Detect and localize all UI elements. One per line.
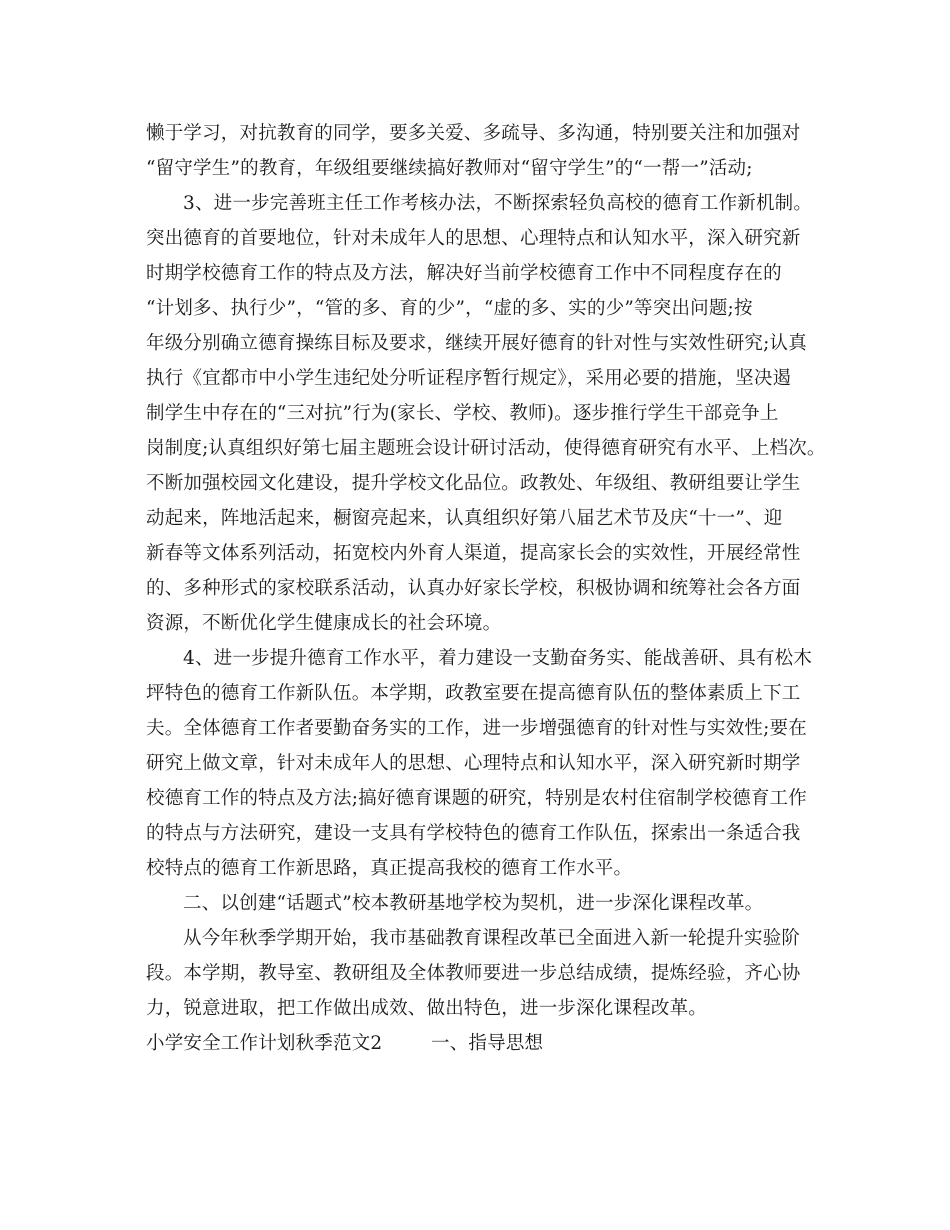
text-line: 力，锐意进取，把工作做出成效、做出特色，进一步深化课程改革。 (146, 998, 708, 1019)
section-heading: 二、以创建“话题式”校本教研基地学校为契机，进一步深化课程改革。 (183, 893, 764, 914)
text-line: 坪特色的德育工作新队伍。本学期，政教室要在提高德育队伍的整体素质上下工 (146, 683, 801, 704)
text-line: “留守学生”的教育，年级组要继续搞好教师对“留守学生”的“一帮一”活动; (146, 158, 753, 179)
text-line: 校特点的德育工作新思路，真正提高我校的德育工作水平。 (146, 858, 633, 879)
text-line: 研究上做文章，针对未成年人的思想、心理特点和认知水平，深入研究新时期学 (146, 753, 801, 774)
footer-spacer (382, 1033, 431, 1054)
text-line: 校德育工作的特点及方法;搞好德育课题的研究，特别是农村住宿制学校德育工作 (146, 788, 807, 809)
text-line: 不断加强校园文化建设，提升学校文化品位。政教处、年级组、教研组要让学生 (146, 473, 801, 494)
text-line: 制学生中存在的“三对抗”行为(家长、学校、教师)。逐步推行学生干部竞争上 (146, 403, 779, 424)
text-line: 夫。全体德育工作者要勤奋务实的工作，进一步增强德育的针对性与实效性;要在 (146, 718, 807, 739)
text-line: 3、进一步完善班主任工作考核办法，不断探索轻负高校的德育工作新机制。 (183, 193, 813, 214)
text-line: 的特点与方法研究，建设一支具有学校特色的德育工作队伍，探索出一条适合我 (146, 823, 801, 844)
text-line: 的、多种形式的家校联系活动，认真办好家长学校，积极协调和统筹社会各方面 (146, 578, 801, 599)
text-line: 执行《宜都市中小学生违纪处分听证程序暂行规定》，采用必要的措施，坚决遏 (146, 368, 792, 389)
text-line: 4、进一步提升德育工作水平，着力建设一支勤奋务实、能战善研、具有松木 (183, 648, 813, 669)
text-line: 段。本学期，教导室、教研组及全体教师要进一步总结成绩，提炼经验，齐心协 (146, 963, 801, 984)
footer-line (146, 1026, 826, 1061)
text-line: 新春等文体系列活动，拓宽校内外育人渠道，提高家长会的实效性，开展经常性 (146, 543, 801, 564)
text-line: 从今年秋季学期开始，我市基础教育课程改革已全面进入新一轮提升实验阶 (183, 928, 801, 949)
text-line: 资源，不断优化学生健康成长的社会环境。 (146, 613, 502, 634)
footer-section: 一、指导思想 (431, 1033, 544, 1054)
text-line: 时期学校德育工作的特点及方法，解决好当前学校德育工作中不同程度存在的 (146, 263, 782, 284)
text-line: “计划多、执行少”，“管的多、育的少”，“虚的多、实的少”等突出问题;按 (146, 298, 753, 319)
text-line: 懒于学习，对抗教育的同学，要多关爱、多疏导、多沟通，特别要关注和加强对 (146, 123, 801, 144)
text-line: 年级分别确立德育操练目标及要求，继续开展好德育的针对性与实效性研究;认真 (146, 333, 807, 354)
text-line: 动起来，阵地活起来，橱窗亮起来，认真组织好第八届艺术节及庆“十一”、迎 (146, 508, 783, 529)
text-line: 突出德育的首要地位，针对未成年人的思想、心理特点和认知水平，深入研究新 (146, 228, 801, 249)
text-line: 岗制度;认真组织好第七届主题班会设计研讨活动，使得德育研究有水平、上档次。 (146, 438, 826, 459)
footer-title: 小学安全工作计划秋季范文2 (146, 1033, 383, 1054)
document-body (146, 116, 826, 1061)
